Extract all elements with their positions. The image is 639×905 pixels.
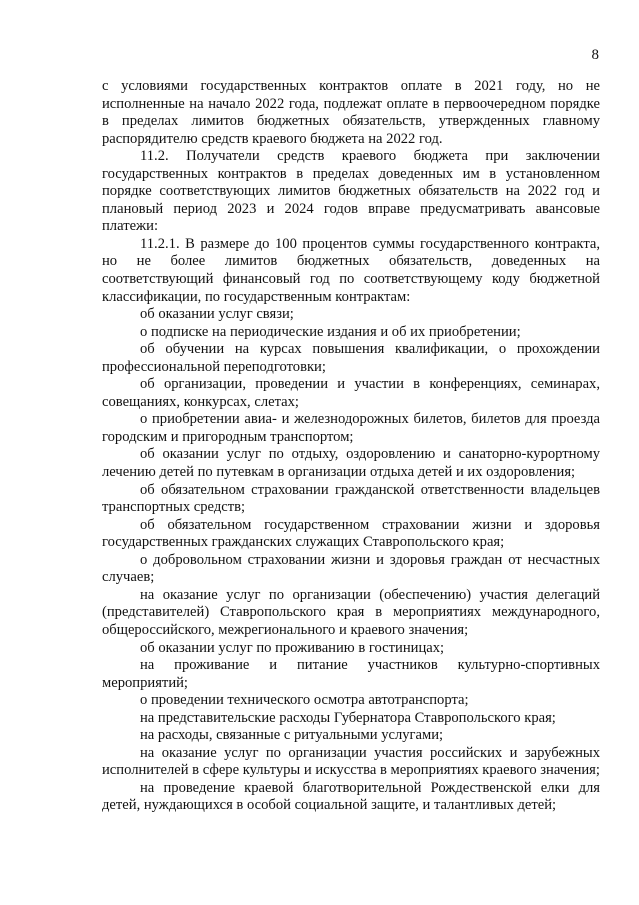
list-item-ritual-services: на расходы, связанные с ритуальными услугами; (140, 727, 444, 744)
list-item-hotel-accommodation: об оказании услуг по проживанию в гостиницах; (140, 639, 445, 656)
paragraph-continuation: с условиями государственных контрактов оплате в 2021 году, но не исполненные на начало 2022 года, подлежат оплате в первоочередном порядке в пределах лимитов бюджетных обязательств, утвержденных главному распорядителю средств краевого бюджета на 2022 год. (102, 78, 600, 147)
list-item-training-courses: об обучении на курсах повышения квалификации, о прохождении профессиональной переподготовки; (102, 341, 600, 375)
page-number: 8 (591, 47, 599, 63)
list-item-christmas-tree: на проведение краевой благотворительной Рождественской елки для детей, нуждающихся в особой социальной защите, и талантливых детей; (102, 779, 600, 814)
list-item-children-recreation: об оказании услуг по отдыху, оздоровлению и санаторно-курортному лечению детей по путевкам в организации отдыха детей и их оздоровления; (102, 446, 600, 481)
list-item-delegations: на оказание услуг по организации (обеспечению) участия делегаций (представителей) Ставропольского края в мероприятиях международного, общероссийского, межрегионального и краевого значения; (102, 586, 600, 638)
list-item-civil-servants-insurance: об обязательном государственном страховании жизни и здоровья государственных гражданских служащих Ставропольского края; (102, 516, 600, 551)
list-item-governor-representation: на представительские расходы Губернатора Ставропольского края; (140, 709, 556, 726)
paragraph-11-2: 11.2. Получатели средств краевого бюджета при заключении государственных контрактов в пределах доведенных им в установленном порядке соответствующих лимитов бюджетных обязательств на 2022 год и плановый период 2023 и 2024 годов вправе предусматривать авансовые платежи: (102, 148, 600, 235)
paragraph-11-2-1: 11.2.1. В размере до 100 процентов суммы государственного контракта, но не более лимитов бюджетных обязательств, доведенных на соответствующий финансовый год по соответствующему коду бюджетной классификации, по государственным контрактам: (102, 235, 600, 305)
list-item-communication-services: об оказании услуг связи; (140, 306, 294, 323)
list-item-vehicle-inspection: о проведении технического осмотра автотранспорта; (140, 692, 469, 709)
list-item-performers: на оказание услуг по организации участия российских и зарубежных исполнителей в сфере культуры и искусства в мероприятиях краевого значения; (102, 744, 600, 779)
list-item-cultural-sports-events: на проживание и питание участников культурно-спортивных мероприятий; (102, 657, 600, 691)
list-item-periodicals-subscription: о подписке на периодические издания и об их приобретении; (140, 323, 521, 340)
list-item-accident-insurance: о добровольном страховании жизни и здоровья граждан от несчастных случаев; (102, 551, 600, 586)
list-item-vehicle-liability-insurance: об обязательном страховании гражданской ответственности владельцев транспортных средств; (102, 481, 600, 516)
document-body (102, 78, 600, 815)
list-item-tickets: о приобретении авиа- и железнодорожных билетов, билетов для проезда городским и пригородным транспортом; (102, 411, 600, 445)
list-item-conferences: об организации, проведении и участии в конференциях, семинарах, совещаниях, конкурсах, слетах; (102, 376, 600, 410)
